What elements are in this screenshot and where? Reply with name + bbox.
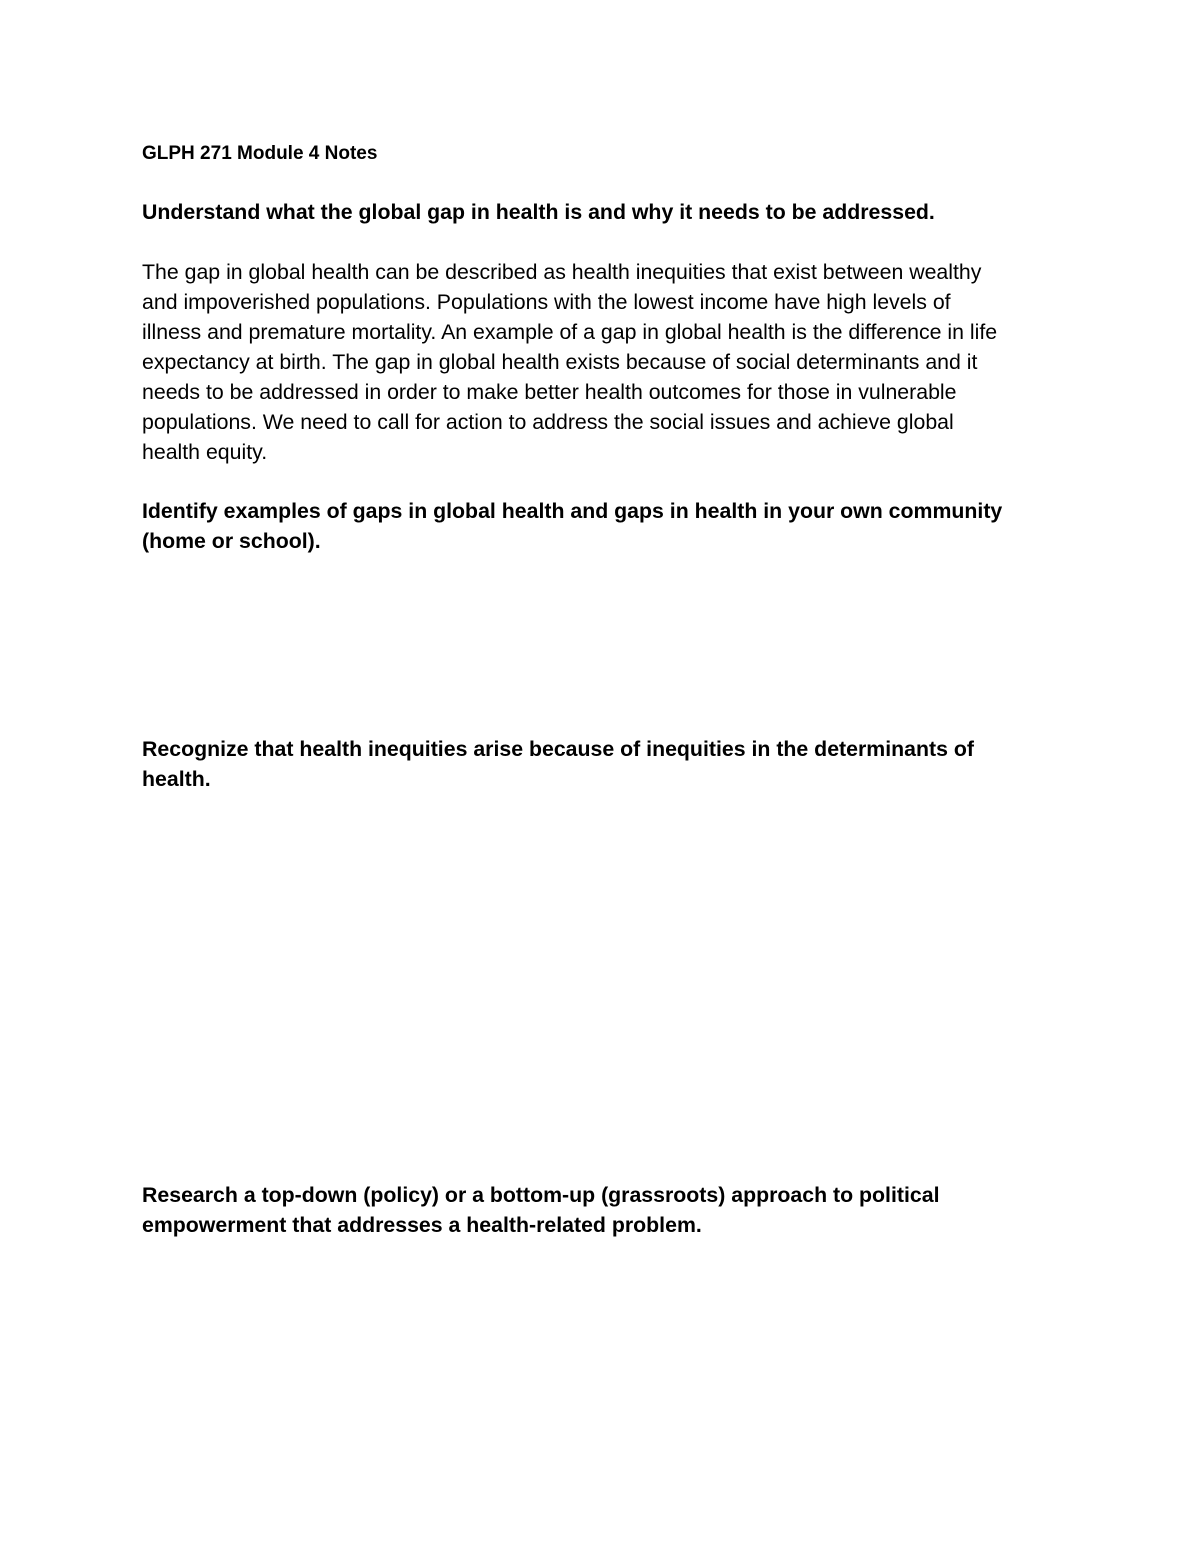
section-body-global-gap [142,257,1062,467]
document-title: GLPH 271 Module 4 Notes [142,143,378,164]
body-line: and impoverished populations. Populations with the lowest income have high levels of [142,290,951,314]
body-line: needs to be addressed in order to make better health outcomes for those in vulnerable [142,380,957,404]
heading-line: Identify examples of gaps in global health and gaps in health in your own community [142,499,1003,523]
heading-line: Recognize that health inequities arise because of inequities in the determinants of [142,737,974,761]
section-heading-identify-gaps [142,496,1062,556]
section-heading-recognize-inequities [142,734,1062,794]
heading-line: empowerment that addresses a health-related problem. [142,1213,702,1237]
section-heading-research-approach [142,1180,1062,1240]
body-line: health equity. [142,440,268,464]
body-line: expectancy at birth. The gap in global health exists because of social determinants and it [142,350,978,374]
body-line: illness and premature mortality. An example of a gap in global health is the difference in life [142,320,998,344]
heading-line: (home or school). [142,529,321,553]
section-heading-global-gap: Understand what the global gap in health is and why it needs to be addressed. [142,200,935,224]
heading-line: Research a top-down (policy) or a bottom-up (grassroots) approach to political [142,1183,940,1207]
heading-line: health. [142,767,211,791]
body-line: The gap in global health can be described as health inequities that exist between wealthy [142,260,982,284]
body-line: populations. We need to call for action to address the social issues and achieve global [142,410,954,434]
